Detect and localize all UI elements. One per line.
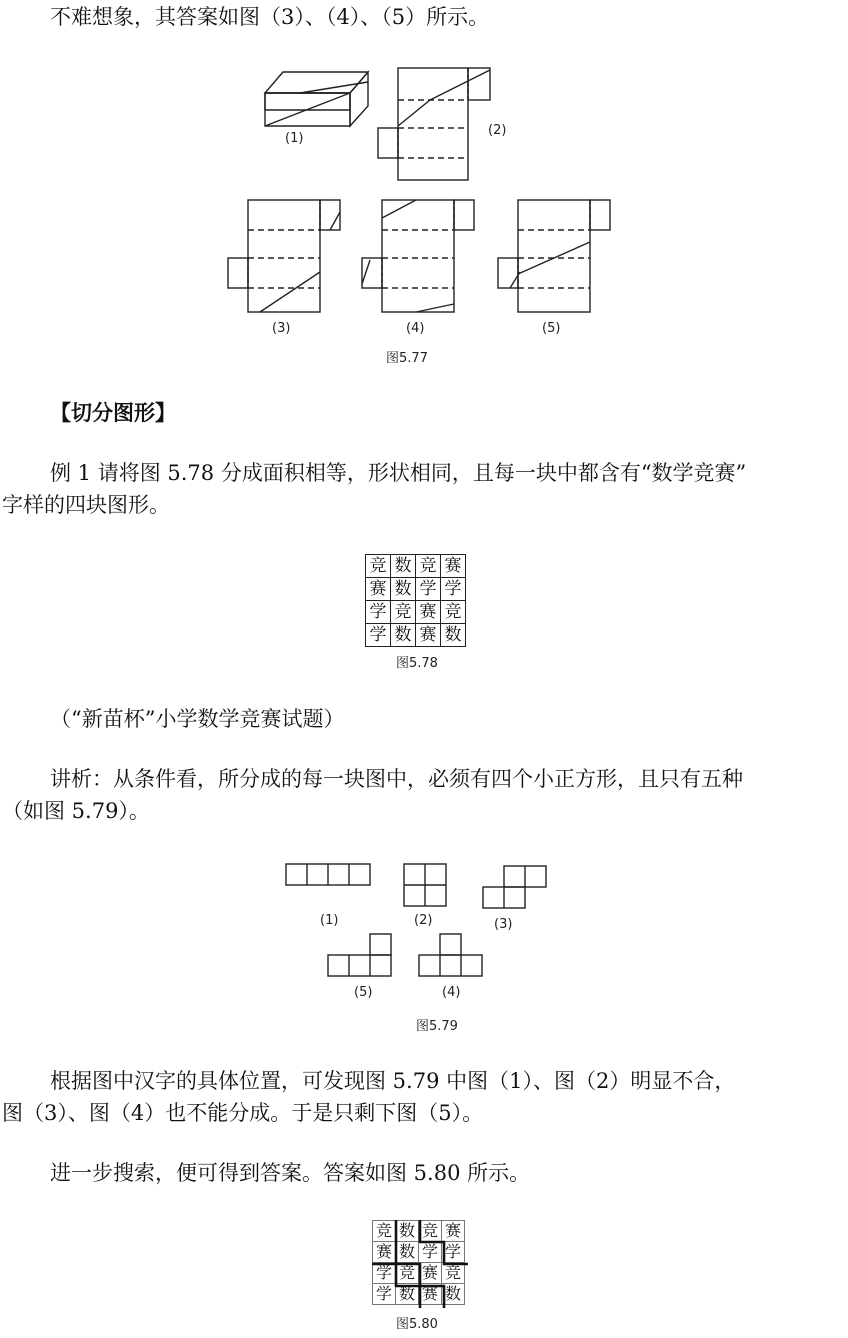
tetromino-4 [419, 934, 482, 976]
grid-cell: 数 [396, 1221, 419, 1242]
grid-cell: 学 [373, 1263, 396, 1284]
partition-lines [372, 1220, 468, 1310]
figure-5-79 [280, 856, 560, 1006]
tetromino-5 [328, 934, 391, 976]
fig577-label-4: (4) [406, 321, 425, 336]
figure-5-78-grid [365, 554, 466, 647]
tetromino-3 [483, 866, 546, 908]
grid-cell: 学 [441, 578, 466, 601]
figure-5-80 [372, 1220, 465, 1305]
deduction-line-2: 图（3）、图（4）也不能分成。于是只剩下图（5）。 [2, 1101, 484, 1125]
grid-cell: 竞 [373, 1221, 396, 1242]
fig577-net-3 [228, 200, 340, 312]
grid-cell: 赛 [373, 1242, 396, 1263]
tetromino-2 [404, 864, 446, 906]
fig577-box [265, 72, 368, 126]
table-row [366, 578, 466, 601]
grid-cell: 赛 [416, 624, 441, 647]
intro-paragraph: 不难想象，其答案如图（3）、（4）、（5）所示。 [50, 5, 490, 29]
fig577-label-1: (1) [285, 131, 304, 146]
grid-cell: 竞 [419, 1221, 442, 1242]
fig577-caption: 图5.77 [386, 351, 428, 366]
example-line-2: 字样的四块图形。 [2, 493, 170, 517]
grid-cell: 数 [391, 555, 416, 578]
grid-cell: 竞 [396, 1263, 419, 1284]
fig580-caption: 图5.80 [396, 1317, 438, 1332]
grid-cell: 数 [391, 578, 416, 601]
grid-cell: 数 [396, 1242, 419, 1263]
table-row [366, 601, 466, 624]
fig579-caption: 图5.79 [416, 1019, 458, 1034]
fig577-label-2: (2) [488, 123, 507, 138]
fig577-net-5 [498, 200, 610, 312]
grid-cell: 竞 [441, 601, 466, 624]
fig577-label-5: (5) [542, 321, 561, 336]
grid-cell: 赛 [416, 601, 441, 624]
fig579-label-2: (2) [414, 913, 433, 928]
table-row [366, 624, 466, 647]
fig578-caption: 图5.78 [396, 656, 438, 671]
fig579-label-4: (4) [442, 985, 461, 1000]
grid-cell: 赛 [366, 578, 391, 601]
grid-cell: 学 [416, 578, 441, 601]
fig577-net-2 [378, 68, 490, 180]
grid-cell: 赛 [442, 1221, 465, 1242]
grid-cell: 学 [442, 1242, 465, 1263]
fig577-label-3: (3) [272, 321, 291, 336]
grid-cell: 竞 [442, 1263, 465, 1284]
grid-cell: 数 [391, 624, 416, 647]
grid-cell: 竞 [366, 555, 391, 578]
answer-paragraph: 进一步搜索，便可得到答案。答案如图 5.80 所示。 [50, 1161, 531, 1185]
section-heading: 【切分图形】 [50, 401, 176, 425]
grid-cell: 学 [366, 624, 391, 647]
analysis-line-2: （如图 5.79）。 [2, 799, 150, 823]
grid-cell: 数 [396, 1284, 419, 1305]
grid-cell: 竞 [391, 601, 416, 624]
grid-cell: 赛 [419, 1284, 442, 1305]
tetromino-1 [286, 864, 370, 885]
figure-5-77 [220, 60, 620, 370]
fig579-label-1: (1) [320, 913, 339, 928]
fig577-net-4 [362, 200, 474, 312]
fig579-label-5: (5) [354, 985, 373, 1000]
example-line-1: 例 1 请将图 5.78 分成面积相等，形状相同，且每一块中都含有“数学竞赛” [50, 461, 747, 485]
grid-cell: 竞 [416, 555, 441, 578]
grid-cell: 数 [441, 624, 466, 647]
source-note: （“新苗杯”小学数学竞赛试题） [50, 707, 345, 731]
grid-cell: 学 [373, 1284, 396, 1305]
analysis-line-1: 讲析：从条件看，所分成的每一块图中，必须有四个小正方形，且只有五种 [50, 767, 743, 791]
grid-cell: 数 [442, 1284, 465, 1305]
fig579-label-3: (3) [494, 917, 513, 932]
grid-cell: 赛 [441, 555, 466, 578]
table-row [366, 555, 466, 578]
grid-cell: 赛 [419, 1263, 442, 1284]
grid-cell: 学 [419, 1242, 442, 1263]
grid-cell: 学 [366, 601, 391, 624]
deduction-line-1: 根据图中汉字的具体位置，可发现图 5.79 中图（1）、图（2）明显不合， [50, 1069, 736, 1093]
